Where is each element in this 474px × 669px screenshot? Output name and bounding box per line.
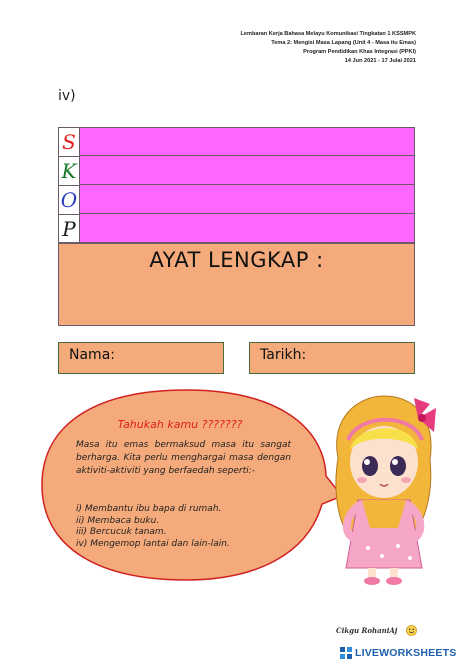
header-line: Program Pendidikan Khas Integrasi (PPKI) — [303, 49, 416, 55]
skop-answer-rows — [80, 127, 415, 243]
skop-letter-p: P — [62, 217, 76, 241]
bubble-title: Tahukah kamu ??????? — [117, 418, 243, 431]
list-item: ii) Membaca buku. — [76, 515, 160, 526]
skop-letter-k: K — [59, 157, 79, 186]
skop-letter-s: S — [59, 128, 79, 157]
tarikh-field[interactable] — [249, 342, 415, 374]
header-line: Tema 2: Mengisi Masa Lapang (Unit 4 - Masa itu Emas) — [271, 40, 416, 46]
bubble-paragraph: Masa itu emas bermaksud masa itu sangat berharga. Kita perlu menghargai masa dengan aktiviti-aktiviti yang berfaedah seperti:- — [76, 440, 291, 476]
skop-answer-field-k[interactable] — [80, 156, 415, 185]
activity-list — [76, 504, 296, 550]
skop-letter-column — [58, 127, 80, 243]
smiley-icon — [406, 625, 417, 636]
liveworksheets-brand: LIVEWORKSHEETS — [355, 647, 457, 659]
skop-letter-o: O — [59, 186, 79, 215]
list-item: iv) Mengemop lantai dan lain-lain. — [76, 538, 230, 549]
list-item: i) Membantu ibu bapa di rumah. — [76, 504, 222, 514]
skop-answer-field-o[interactable] — [80, 185, 415, 214]
nama-label: Nama: — [69, 347, 115, 363]
info-speech-bubble — [36, 386, 346, 586]
teacher-signature: Cikgu RohaniAj — [336, 626, 398, 635]
ayat-lengkap-title: AYAT LENGKAP : — [149, 248, 324, 272]
skop-answer-field-p[interactable] — [80, 214, 415, 243]
section-label: iv) — [58, 88, 76, 104]
ayat-lengkap-answer-field[interactable] — [58, 243, 415, 326]
list-item: iii) Bercucuk tanam. — [76, 527, 167, 537]
nama-field[interactable] — [58, 342, 224, 374]
tarikh-label: Tarikh: — [260, 347, 307, 363]
header-line: Lembaran Kerja Bahasa Melayu Komunikasi Tingkatan 1 KSSMPK — [240, 31, 416, 37]
header-line: 14 Jun 2021 - 17 Julai 2021 — [344, 58, 416, 64]
worksheet-header — [116, 30, 416, 66]
skop-answer-field-s[interactable] — [80, 127, 415, 156]
liveworksheets-logo[interactable] — [340, 646, 456, 660]
hijab-girl-illustration — [318, 388, 444, 586]
liveworksheets-logo-icon — [340, 647, 352, 659]
speech-bubble-shape — [36, 386, 346, 586]
